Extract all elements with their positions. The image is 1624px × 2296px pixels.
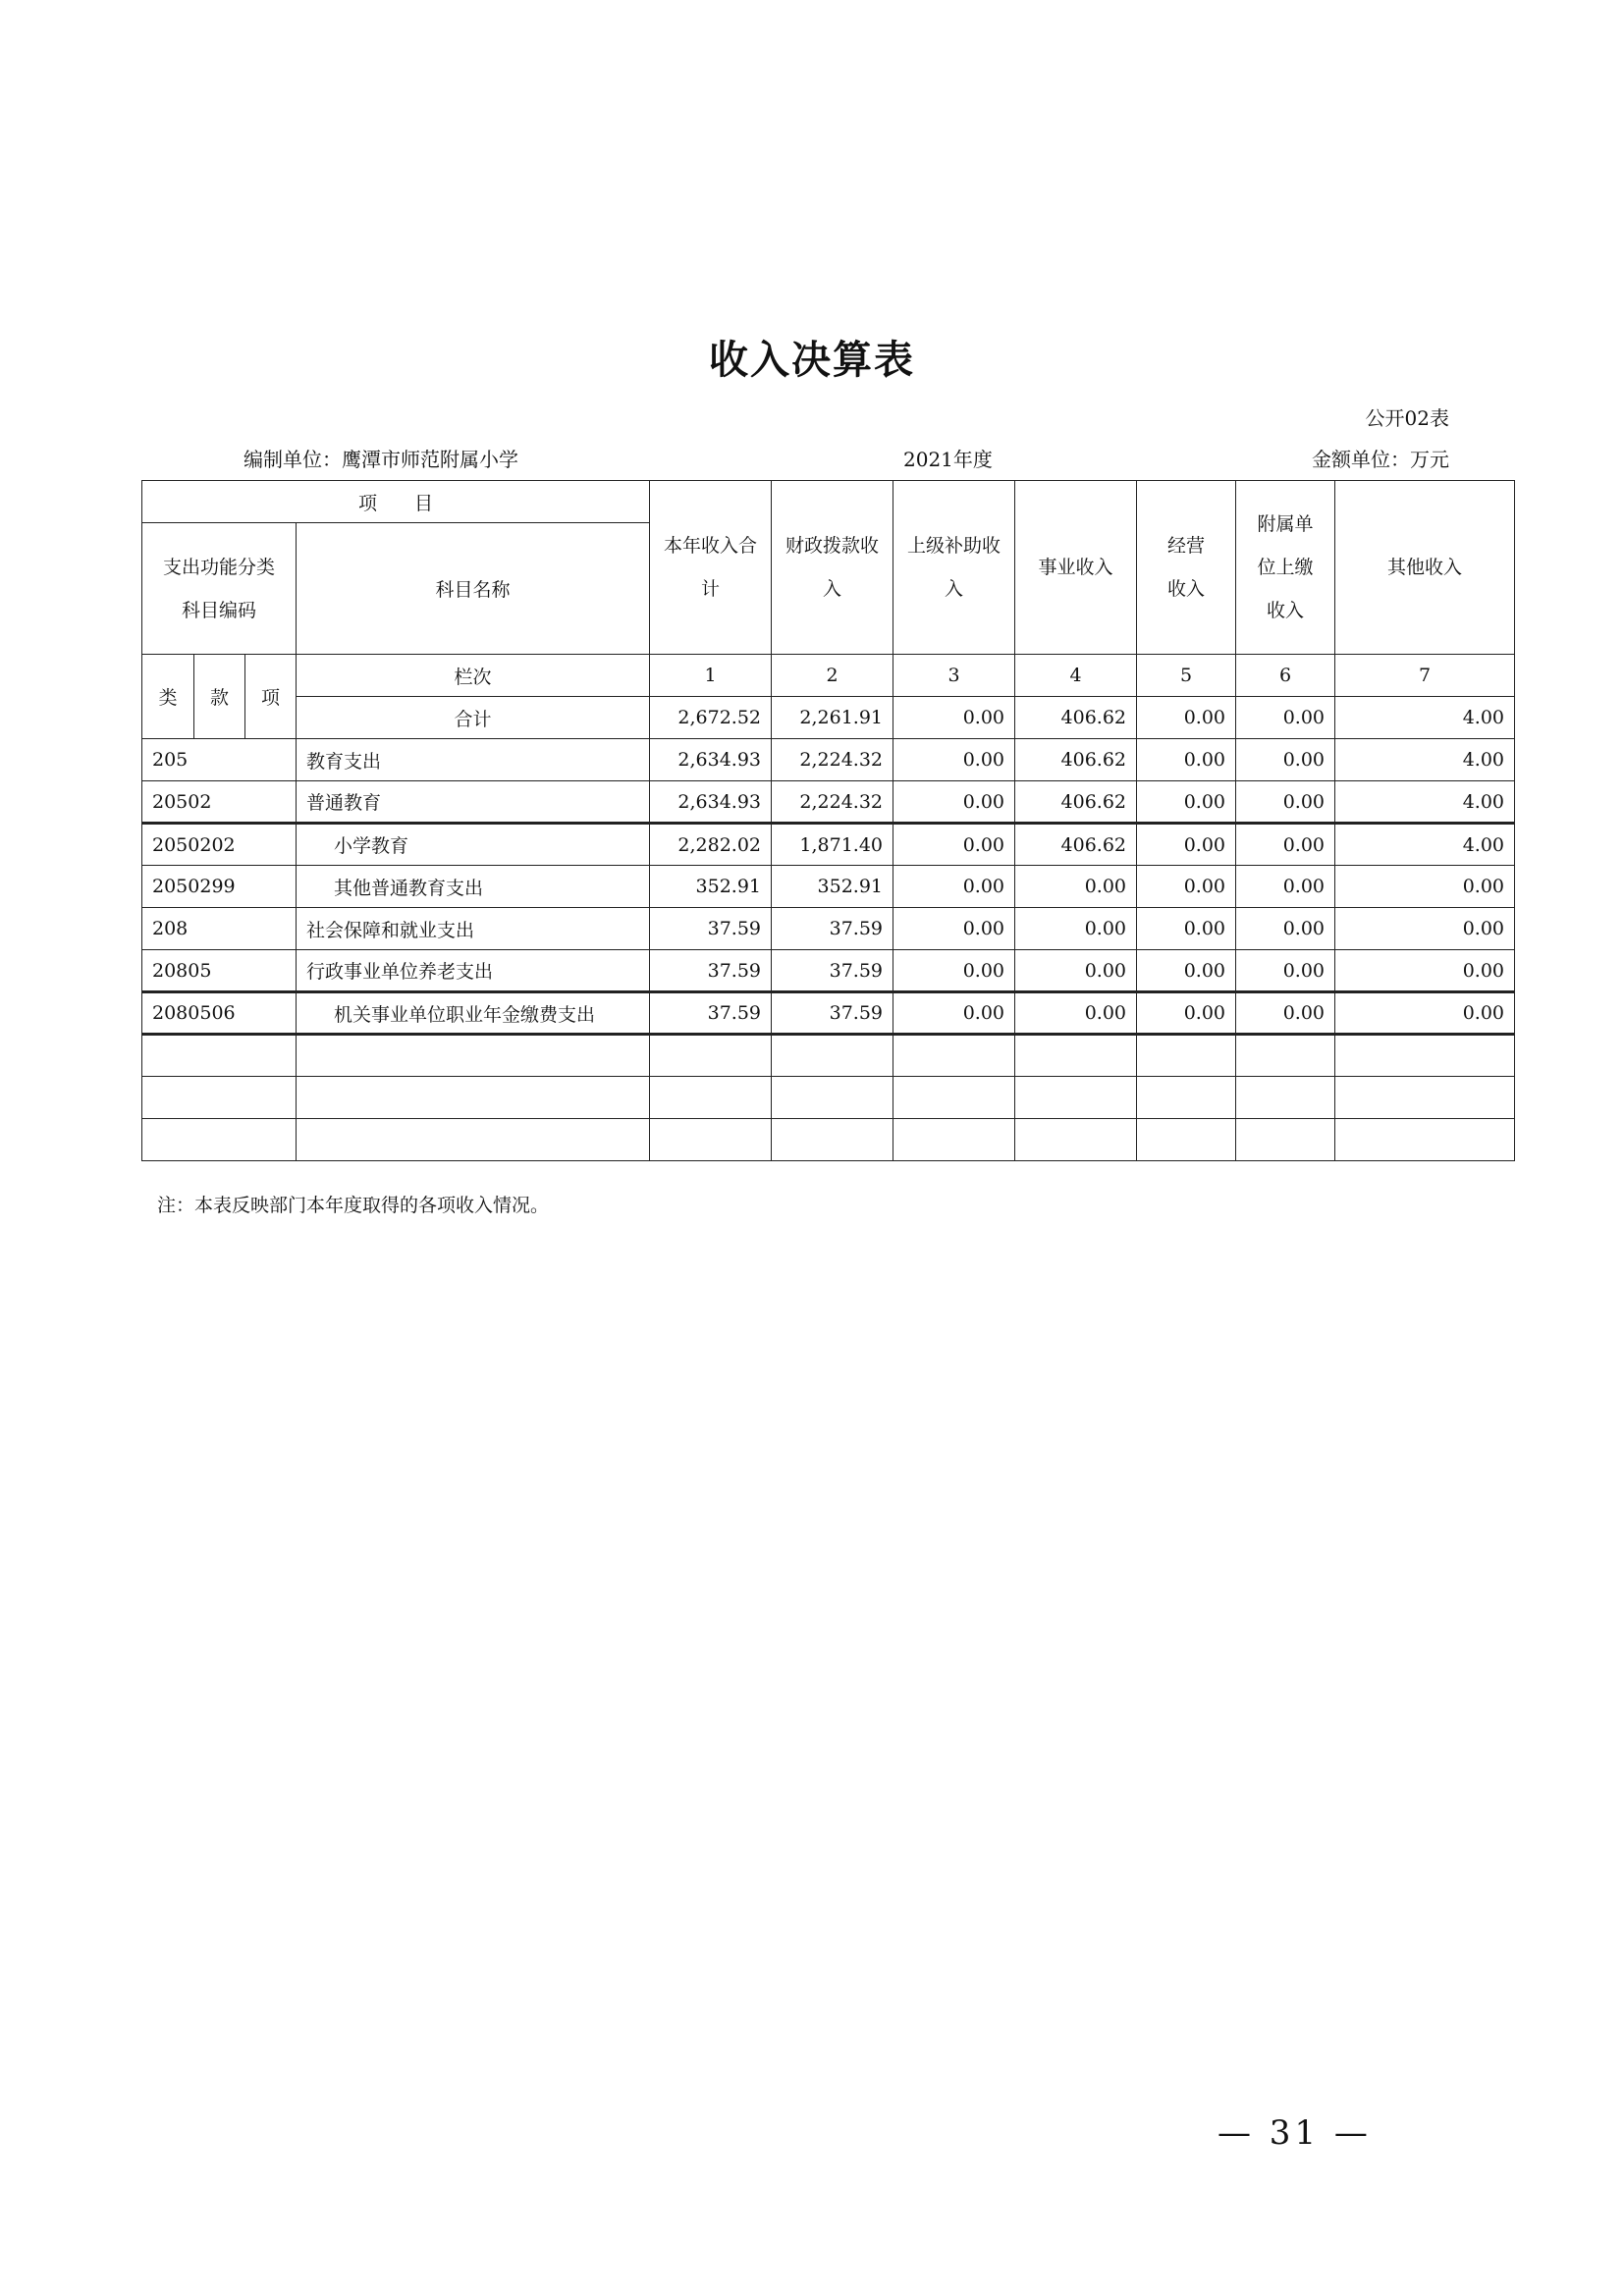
compiling-unit: 编制单位：鹰潭市师范附属小学 — [244, 448, 518, 471]
row-code: 2050299 — [142, 866, 297, 908]
col-index-label: 栏次 — [297, 655, 650, 697]
row-value: 0.00 — [1335, 908, 1515, 950]
row-value: 0.00 — [1335, 866, 1515, 908]
subject-name-header: 科目名称 — [297, 523, 650, 655]
row-value: 406.62 — [1015, 781, 1137, 824]
col-number: 6 — [1236, 655, 1335, 697]
col-header-other: 其他收入 — [1335, 481, 1515, 655]
table-row — [142, 950, 1515, 992]
row-value: 0.00 — [1236, 908, 1335, 950]
row-name: 其他普通教育支出 — [297, 866, 650, 908]
row-value: 2,634.93 — [650, 781, 772, 824]
table-row — [142, 824, 1515, 866]
row-value: 0.00 — [1137, 866, 1236, 908]
table-row — [142, 908, 1515, 950]
row-value: 0.00 — [893, 781, 1015, 824]
item-header: 项 目 — [142, 481, 650, 523]
row-value: 0.00 — [1137, 908, 1236, 950]
row-value: 37.59 — [650, 992, 772, 1035]
header-row-1 — [142, 481, 1515, 523]
row-code: 20502 — [142, 781, 297, 824]
row-value: 0.00 — [893, 950, 1015, 992]
total-row — [142, 697, 1515, 739]
row-value: 2,224.32 — [772, 781, 893, 824]
table-note: 注：本表反映部门本年度取得的各项收入情况。 — [157, 1195, 550, 1216]
row-value: 37.59 — [650, 908, 772, 950]
row-value: 0.00 — [893, 866, 1015, 908]
row-code: 2080506 — [142, 992, 297, 1035]
row-code: 2050202 — [142, 824, 297, 866]
col-index-row — [142, 655, 1515, 697]
total-value: 0.00 — [893, 697, 1015, 739]
fiscal-year: 2021年度 — [903, 448, 993, 471]
col-number: 7 — [1335, 655, 1515, 697]
row-value: 0.00 — [1137, 739, 1236, 781]
row-value: 4.00 — [1335, 739, 1515, 781]
col-number: 2 — [772, 655, 893, 697]
row-value: 37.59 — [772, 992, 893, 1035]
form-number: 公开02表 — [1365, 406, 1449, 430]
total-value: 2,672.52 — [650, 697, 772, 739]
lei-header: 类 — [142, 655, 194, 739]
row-value: 0.00 — [1236, 992, 1335, 1035]
row-value: 0.00 — [893, 739, 1015, 781]
col-number: 1 — [650, 655, 772, 697]
row-value: 0.00 — [1137, 992, 1236, 1035]
table-row — [142, 781, 1515, 824]
row-name: 社会保障和就业支出 — [297, 908, 650, 950]
total-value: 4.00 — [1335, 697, 1515, 739]
col-header-business: 事业收入 — [1015, 481, 1137, 655]
row-value: 0.00 — [893, 992, 1015, 1035]
row-value: 406.62 — [1015, 824, 1137, 866]
row-value: 406.62 — [1015, 739, 1137, 781]
code-group-header: 支出功能分类科目编码 — [142, 523, 297, 655]
row-value: 0.00 — [1236, 866, 1335, 908]
row-name: 机关事业单位职业年金缴费支出 — [297, 992, 650, 1035]
row-value: 0.00 — [1137, 824, 1236, 866]
row-value: 0.00 — [1236, 950, 1335, 992]
row-value: 0.00 — [893, 824, 1015, 866]
row-value: 0.00 — [1015, 908, 1137, 950]
total-value: 0.00 — [1236, 697, 1335, 739]
row-value: 37.59 — [772, 908, 893, 950]
row-name: 小学教育 — [297, 824, 650, 866]
table-row — [142, 739, 1515, 781]
row-value: 0.00 — [1236, 824, 1335, 866]
row-value: 2,634.93 — [650, 739, 772, 781]
row-value: 1,871.40 — [772, 824, 893, 866]
income-statement-table — [141, 480, 1515, 1161]
row-code: 205 — [142, 739, 297, 781]
row-code: 208 — [142, 908, 297, 950]
row-value: 4.00 — [1335, 781, 1515, 824]
row-value: 0.00 — [1335, 992, 1515, 1035]
table-row — [142, 866, 1515, 908]
row-name: 普通教育 — [297, 781, 650, 824]
row-value: 0.00 — [1015, 992, 1137, 1035]
empty-row — [142, 1077, 1515, 1119]
total-value: 0.00 — [1137, 697, 1236, 739]
page-title: 收入决算表 — [709, 337, 915, 383]
row-value: 0.00 — [1015, 866, 1137, 908]
row-name: 行政事业单位养老支出 — [297, 950, 650, 992]
row-value: 37.59 — [772, 950, 893, 992]
col-header-total: 本年收入合计 — [650, 481, 772, 655]
empty-row — [142, 1119, 1515, 1161]
row-value: 2,224.32 — [772, 739, 893, 781]
row-value: 0.00 — [1137, 950, 1236, 992]
col-number: 3 — [893, 655, 1015, 697]
row-code: 20805 — [142, 950, 297, 992]
row-value: 0.00 — [1015, 950, 1137, 992]
row-value: 0.00 — [1335, 950, 1515, 992]
col-header-operating: 经营收入 — [1137, 481, 1236, 655]
col-header-fiscal: 财政拨款收入 — [772, 481, 893, 655]
amount-unit: 金额单位：万元 — [1312, 448, 1449, 471]
col-number: 4 — [1015, 655, 1137, 697]
total-value: 2,261.91 — [772, 697, 893, 739]
xiang-header: 项 — [245, 655, 297, 739]
row-value: 4.00 — [1335, 824, 1515, 866]
table-row — [142, 992, 1515, 1035]
total-value: 406.62 — [1015, 697, 1137, 739]
total-label: 合计 — [297, 697, 650, 739]
row-value: 0.00 — [1137, 781, 1236, 824]
row-value: 0.00 — [893, 908, 1015, 950]
row-value: 352.91 — [650, 866, 772, 908]
page-number: — 31 — — [1218, 2113, 1372, 2153]
row-value: 352.91 — [772, 866, 893, 908]
row-value: 37.59 — [650, 950, 772, 992]
col-header-affiliated: 附属单位上缴收入 — [1236, 481, 1335, 655]
row-value: 2,282.02 — [650, 824, 772, 866]
empty-row — [142, 1035, 1515, 1077]
col-header-superior: 上级补助收入 — [893, 481, 1015, 655]
row-value: 0.00 — [1236, 781, 1335, 824]
row-value: 0.00 — [1236, 739, 1335, 781]
row-name: 教育支出 — [297, 739, 650, 781]
col-number: 5 — [1137, 655, 1236, 697]
kuan-header: 款 — [194, 655, 245, 739]
